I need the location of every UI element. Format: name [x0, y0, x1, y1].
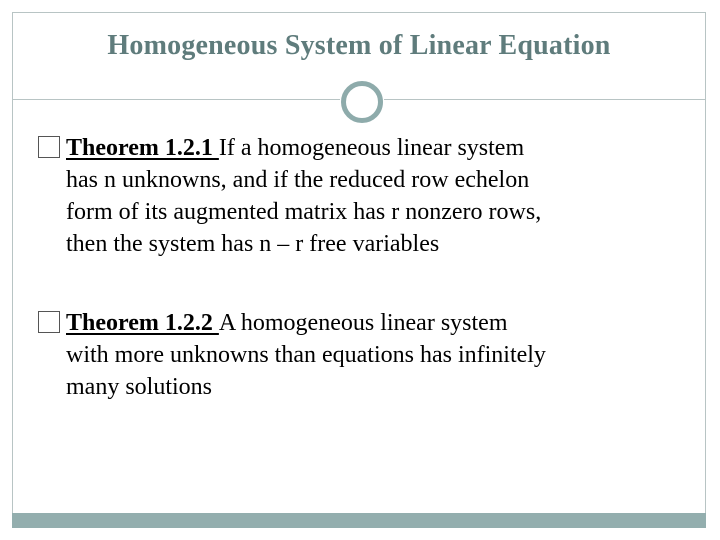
- ring-ornament-icon: [341, 81, 383, 123]
- bullet-first-line: [38, 307, 678, 339]
- title-divider-right: [384, 99, 706, 100]
- footer-bar: [12, 513, 706, 528]
- theorem-text-line: with more unknowns than equations has infinitely: [66, 342, 546, 368]
- theorem-text: If a homogeneous linear system: [218, 135, 525, 161]
- theorem-text: A homogeneous linear system: [218, 310, 508, 336]
- theorem-label: Theorem 1.2.2: [66, 310, 219, 336]
- title-divider-left: [12, 99, 340, 100]
- theorem-label: Theorem 1.2.1: [66, 135, 219, 161]
- theorem-text-line: then the system has n – r free variables: [66, 231, 440, 257]
- theorem-text-line: many solutions: [66, 374, 213, 400]
- bullet-item-theorem-1-2-2: [38, 307, 678, 403]
- bullet-first-line: [38, 132, 678, 164]
- slide-title: Homogeneous System of Linear Equation: [107, 30, 611, 61]
- bullet-item-theorem-1-2-1: [38, 132, 678, 260]
- square-bullet-icon: [38, 136, 60, 158]
- square-bullet-icon: [38, 311, 60, 333]
- theorem-text-line: has n unknowns, and if the reduced row echelon: [66, 167, 530, 193]
- theorem-text-line: form of its augmented matrix has r nonzero rows,: [66, 199, 542, 225]
